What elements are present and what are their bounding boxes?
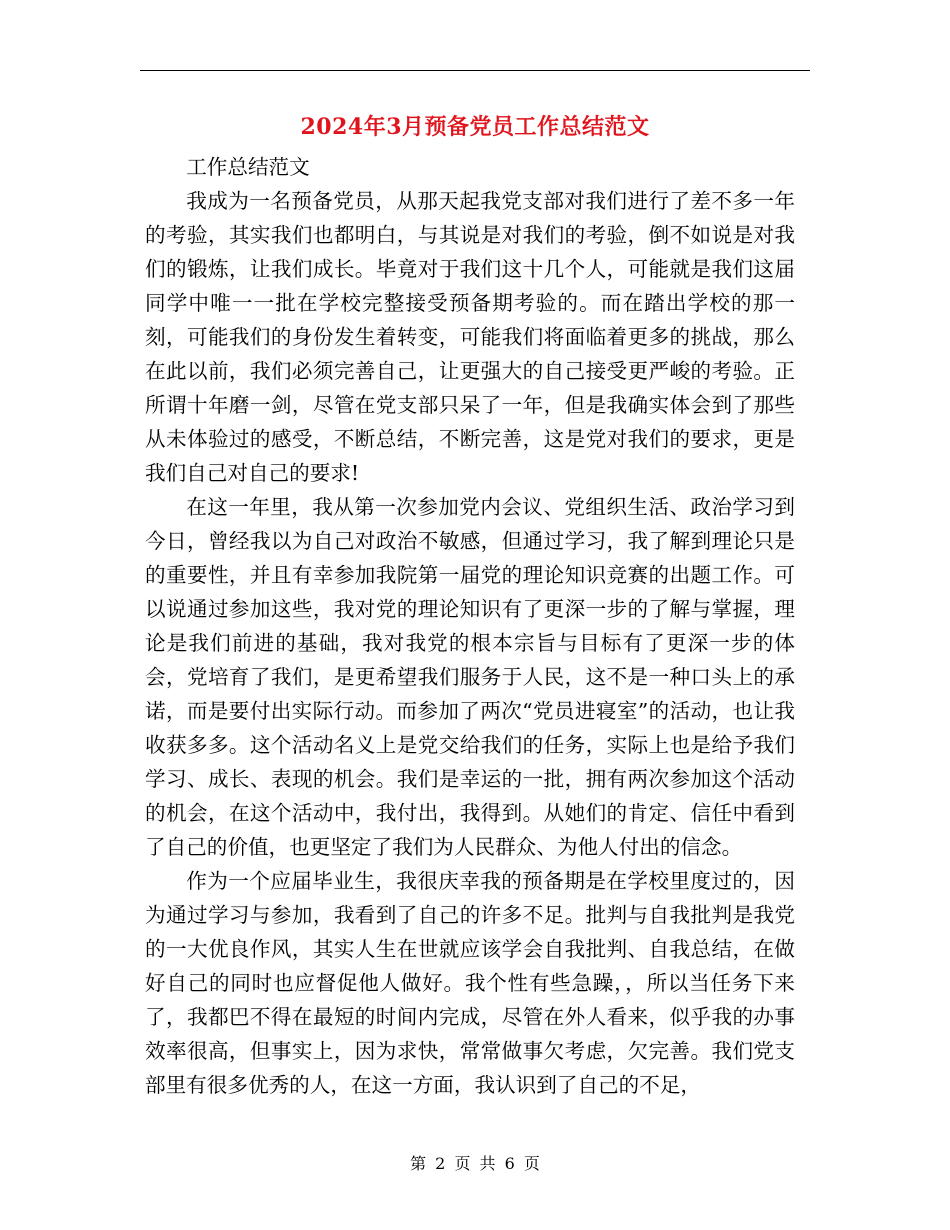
paragraph-heading: 工作总结范文 xyxy=(186,155,310,179)
document-title: 2024年3月预备党员工作总结范文 xyxy=(300,114,650,140)
paragraph-3: 作为一个应届毕业生，我很庆幸我的预备期是在学校里度过的，因为通过学习与参加，我看到了自己的许多不足。批判与自我批判是我党的一大优良作风，其实人生在世就应该学会自我批判、自我总结，在做好自己的同时也应督促他人做好。我个性有些急躁，，所以当任务下来了，我都巴不得在最短的时间内完成，尽管在外人看来，似乎我的办事效率很高，但事实上，因为求快，常常做事欠考虑，欠完善。我们党支部里有很多优秀的人，在这一方面，我认识到了自己的不足， xyxy=(145,869,795,1097)
paragraph-1: 我成为一名预备党员，从那天起我党支部对我们进行了差不多一年的考验，其实我们也都明白，与其说是对我们的考验，倒不如说是对我们的锻炼，让我们成长。毕竟对于我们这十几个人，可能就是我们这届同学中唯一一批在学校完整接受预备期考验的。而在踏出学校的那一刻，可能我们的身份发生着转变，可能我们将面临着更多的挑战，那么在此以前，我们必须完善自己，让更强大的自己接受更严峻的考验。正所谓十年磨一剑，尽管在党支部只呆了一年，但是我确实体会到了那些从未体验过的感受，不断总结，不断完善，这是党对我们的要求，更是我们自己对自己的要求! xyxy=(145,189,795,485)
page-number: 第 2 页 共 6 页 xyxy=(410,1154,540,1173)
header-rule xyxy=(140,70,810,71)
paragraph-2: 在这一年里，我从第一次参加党内会议、党组织生活、政治学习到今日，曾经我以为自己对政治不敏感，但通过学习，我了解到理论只是的重要性，并且有幸参加我院第一届党的理论知识竞赛的出题工作。可以说通过参加这些，我对党的理论知识有了更深一步的了解与掌握，理论是我们前进的基础，我对我党的根本宗旨与目标有了更深一步的体会，党培育了我们，是更希望我们服务于人民，这不是一种口头上的承诺，而是要付出实际行动。而参加了两次“党员进寝室”的活动，也让我收获多多。这个活动名义上是党交给我们的任务，实际上也是给予我们学习、成长、表现的机会。我们是幸运的一批，拥有两次参加这个活动的机会，在这个活动中，我付出，我得到。从她们的肯定、信任中看到了自己的价值，也更坚定了我们为人民群众、为他人付出的信念。 xyxy=(145,495,795,859)
document-body xyxy=(145,150,795,1102)
